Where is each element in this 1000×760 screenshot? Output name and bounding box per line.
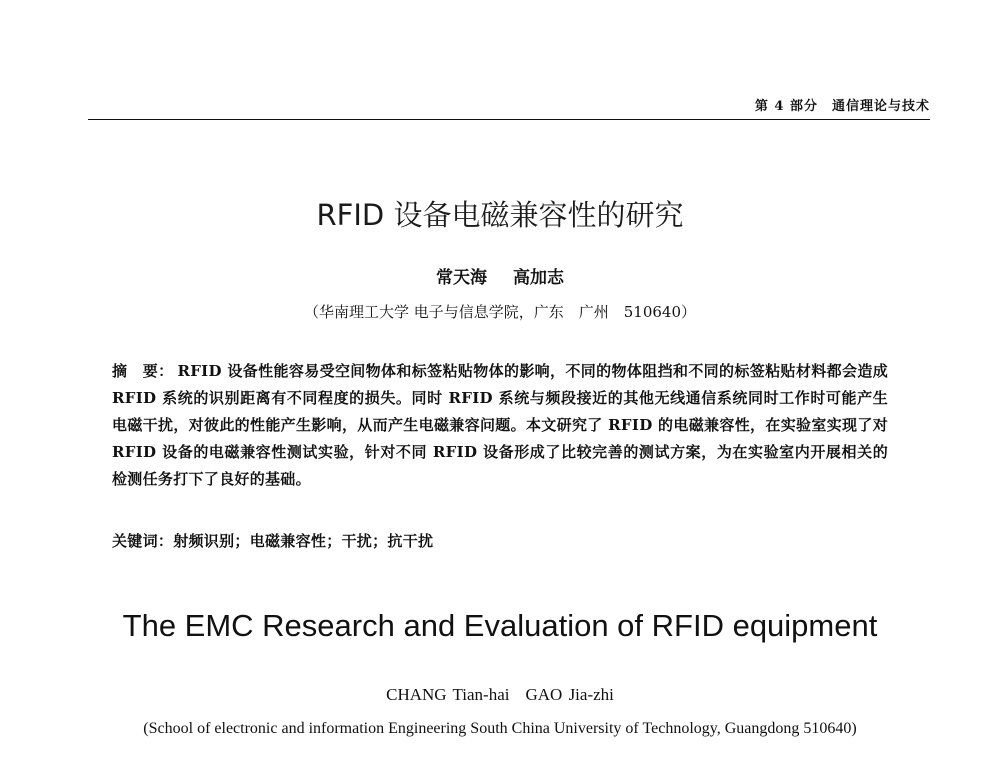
abstract-label: 摘 要： [112, 362, 174, 380]
header-rule [88, 119, 930, 120]
abstract [112, 358, 888, 493]
keywords-text: 射频识别；电磁兼容性；干扰；抗干扰 [173, 532, 434, 550]
running-header: 第 4 部分 通信理论与技术 [754, 99, 930, 114]
chinese-title: RFID 设备电磁兼容性的研究 [316, 198, 684, 232]
abstract-text: RFID 设备性能容易受空间物体和标签粘贴物体的影响，不同的物体阻挡和不同的标签粘贴材料都会造成 RFID 系统的识别距离有不同程度的损失。同时 RFID 系统与频段接近的其他无线通信系统同时工作时可能产生电磁干扰，对彼此的性能产生影响，从而产生电磁兼容问题。本文研究了 RFID 的电磁兼容性，在实验室实现了对 RFID 设备的电磁兼容性测试实验，针对不同 RFID 设备形成了比较完善的测试方案，为在实验室内开展相关的检测任务打下了良好的基础。 [112, 362, 888, 488]
keywords [112, 530, 888, 551]
author-2-cn: 高加志 [512, 268, 564, 288]
author-1-cn: 常天海 [436, 268, 488, 288]
english-authors [0, 685, 1000, 705]
chinese-authors [0, 263, 1000, 288]
author-2-en: GAO Jia-zhi [525, 685, 614, 704]
author-1-en: CHANG Tian-hai [386, 685, 510, 704]
chinese-affiliation: （华南理工大学 电子与信息学院，广东 广州 510640） [303, 303, 697, 321]
english-title: The EMC Research and Evaluation of RFID equipment [122, 608, 878, 643]
keywords-label: 关键词： [112, 532, 174, 550]
english-affiliation: (School of electronic and information Engineering South China University of Technology, Guangdong 510640) [143, 720, 857, 737]
